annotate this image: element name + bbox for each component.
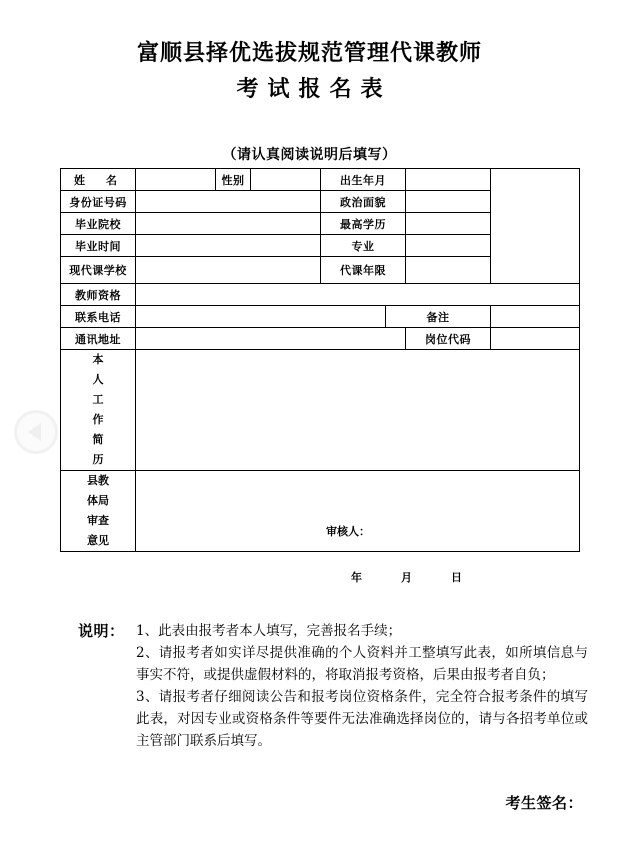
label-work-resume — [61, 350, 136, 471]
label-address: 通讯地址 — [61, 328, 136, 350]
photo-area[interactable] — [491, 169, 580, 284]
review-char: 体局 — [87, 494, 109, 507]
field-review-opinion[interactable] — [136, 471, 580, 584]
resume-char: 作 — [92, 413, 104, 426]
field-teacher-certificate[interactable] — [136, 284, 580, 306]
review-date-label: 年 月 日 — [351, 571, 476, 584]
review-opinion-content — [136, 471, 579, 584]
label-current-school: 现代课学校 — [61, 257, 136, 284]
field-id-number[interactable] — [136, 191, 321, 213]
title-line-1: 富顺县择优选拔规范管理代课教师 — [136, 40, 482, 66]
resume-char: 简 — [92, 433, 104, 446]
label-post-code: 岗位代码 — [406, 328, 491, 350]
title-line-2: 考试报名表 — [236, 76, 392, 102]
label-major: 专业 — [321, 235, 406, 257]
resume-char: 人 — [92, 373, 104, 386]
reviewer-signature-label: 审核人： — [326, 525, 370, 538]
field-graduation-time[interactable] — [136, 235, 321, 257]
label-phone: 联系电话 — [61, 306, 136, 328]
field-work-resume[interactable] — [136, 350, 580, 471]
review-char: 县教 — [87, 474, 109, 487]
chevron-left-icon — [28, 423, 41, 441]
review-char: 意见 — [87, 534, 109, 547]
review-opinion-vertical-text — [61, 471, 135, 551]
work-resume-vertical-text — [61, 350, 135, 470]
table-row — [61, 471, 580, 552]
label-political-status: 政治面貌 — [321, 191, 406, 213]
field-substitute-years[interactable] — [406, 257, 491, 284]
note-item: 3、请报考者仔细阅读公告和报考岗位资格条件，完全符合报考条件的填写此表，对因专业或资格条件等要件无法准确选择岗位的，请与各招考单位或主管部门联系后填写。 — [136, 689, 588, 749]
review-char: 审查 — [87, 514, 109, 527]
notes-body — [136, 620, 588, 752]
label-graduation-time: 毕业时间 — [61, 235, 136, 257]
label-review-opinion — [61, 471, 136, 552]
resume-char: 本 — [92, 353, 104, 366]
field-highest-education[interactable] — [406, 213, 491, 235]
table-row — [61, 169, 580, 191]
field-political-status[interactable] — [406, 191, 491, 213]
field-phone[interactable] — [136, 306, 386, 328]
prev-page-button[interactable] — [14, 410, 58, 454]
table-row — [61, 350, 580, 471]
label-substitute-years: 代课年限 — [321, 257, 406, 284]
notes-section — [78, 620, 588, 752]
label-highest-education: 最高学历 — [321, 213, 406, 235]
label-remark: 备注 — [386, 306, 491, 328]
resume-char: 历 — [92, 453, 104, 466]
label-gender: 性别 — [216, 169, 251, 191]
label-id-number: 身份证号码 — [61, 191, 136, 213]
field-major[interactable] — [406, 235, 491, 257]
field-birth-date[interactable] — [406, 169, 491, 191]
field-current-school[interactable] — [136, 257, 321, 284]
table-row — [61, 284, 580, 306]
resume-char: 工 — [92, 393, 104, 406]
field-post-code[interactable] — [491, 328, 580, 350]
candidate-signature-label: 考生签名： — [505, 794, 583, 812]
registration-form-table — [60, 168, 580, 584]
label-teacher-certificate: 教师资格 — [61, 284, 136, 306]
page-title — [0, 38, 619, 106]
field-gender[interactable] — [251, 169, 321, 191]
note-item: 2、请报考者如实详尽提供准确的个人资料并工整填写此表，如所填信息与事实不符，或提供虚假材料的，将取消报考资格，后果由报考者自负； — [136, 645, 588, 683]
label-name: 姓 名 — [61, 169, 136, 191]
label-birth-date: 出生年月 — [321, 169, 406, 191]
table-row — [61, 328, 580, 350]
field-address[interactable] — [136, 328, 406, 350]
field-remark[interactable] — [491, 306, 580, 328]
table-row — [61, 306, 580, 328]
notes-label: 说明： — [78, 622, 125, 640]
note-item: 1、此表由报考者本人填写，完善报名手续； — [136, 623, 402, 639]
field-graduation-school[interactable] — [136, 213, 321, 235]
field-name[interactable] — [136, 169, 216, 191]
subtitle: （请认真阅读说明后填写） — [222, 147, 397, 163]
label-graduation-school: 毕业院校 — [61, 213, 136, 235]
